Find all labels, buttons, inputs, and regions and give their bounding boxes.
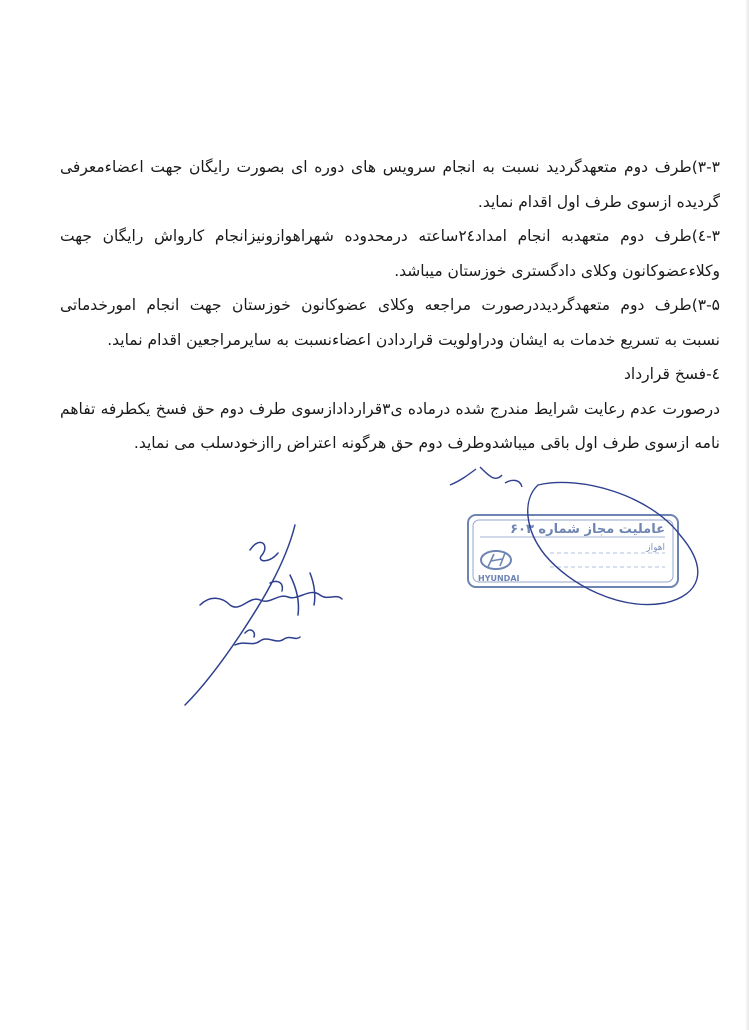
- clause-3-5-line-1: ۳-۵)طرف دوم متعهدگردیددرصورت مراجعه وکلای عضوکانون خوزستان جهت انجام امورخدماتی: [60, 296, 720, 314]
- page-edge-shadow: [745, 0, 749, 1030]
- clause-3-4-line-2: وکلاءعضوکانون وکلای دادگستری خوزستان میباشد.: [394, 261, 720, 280]
- clause-3-5-line-2: نسبت به تسریع خدمات به ایشان ودراولویت قراردادن اعضاءنسبت به سایرمراجعین اقدام نماید.: [107, 330, 720, 349]
- stamp-line-2: اهواز: [646, 543, 665, 553]
- company-stamp: [468, 515, 678, 587]
- clause-3-3-line-1: ۳-۳)طرف دوم متعهدگردید نسبت به انجام سرویس های دوره ای بصورت رایگان جهت اعضاءمعرفی: [60, 158, 720, 176]
- section-4-heading: ٤-فسخ قرارداد: [624, 365, 720, 383]
- contract-body: [60, 150, 720, 461]
- signature-stamp-area: [150, 455, 710, 715]
- section-4-line-1: درصورت عدم رعایت شرایط مندرج شده درماده ی۳قراردادازسوی طرف دوم حق فسخ یکطرفه تفاهم: [60, 399, 720, 418]
- stamp-line-1: عاملیت مجاز شماره ۶۰۳: [510, 522, 665, 537]
- stamp-brand: HYUNDAI: [478, 574, 520, 583]
- clause-3-3-line-2: گردیده ازسوی طرف اول اقدام نماید.: [477, 192, 720, 211]
- section-4-line-2: نامه ازسوی طرف اول باقی میباشدوطرف دوم حق هرگونه اعتراض راازخودسلب می نماید.: [133, 434, 720, 452]
- handwritten-signature: [185, 525, 342, 705]
- clause-3-4-line-1: ۳-٤)طرف دوم متعهدبه انجام امداد۲٤ساعته درمحدوده شهراهوازونیزانجام کارواش رایگان جهت: [60, 227, 720, 245]
